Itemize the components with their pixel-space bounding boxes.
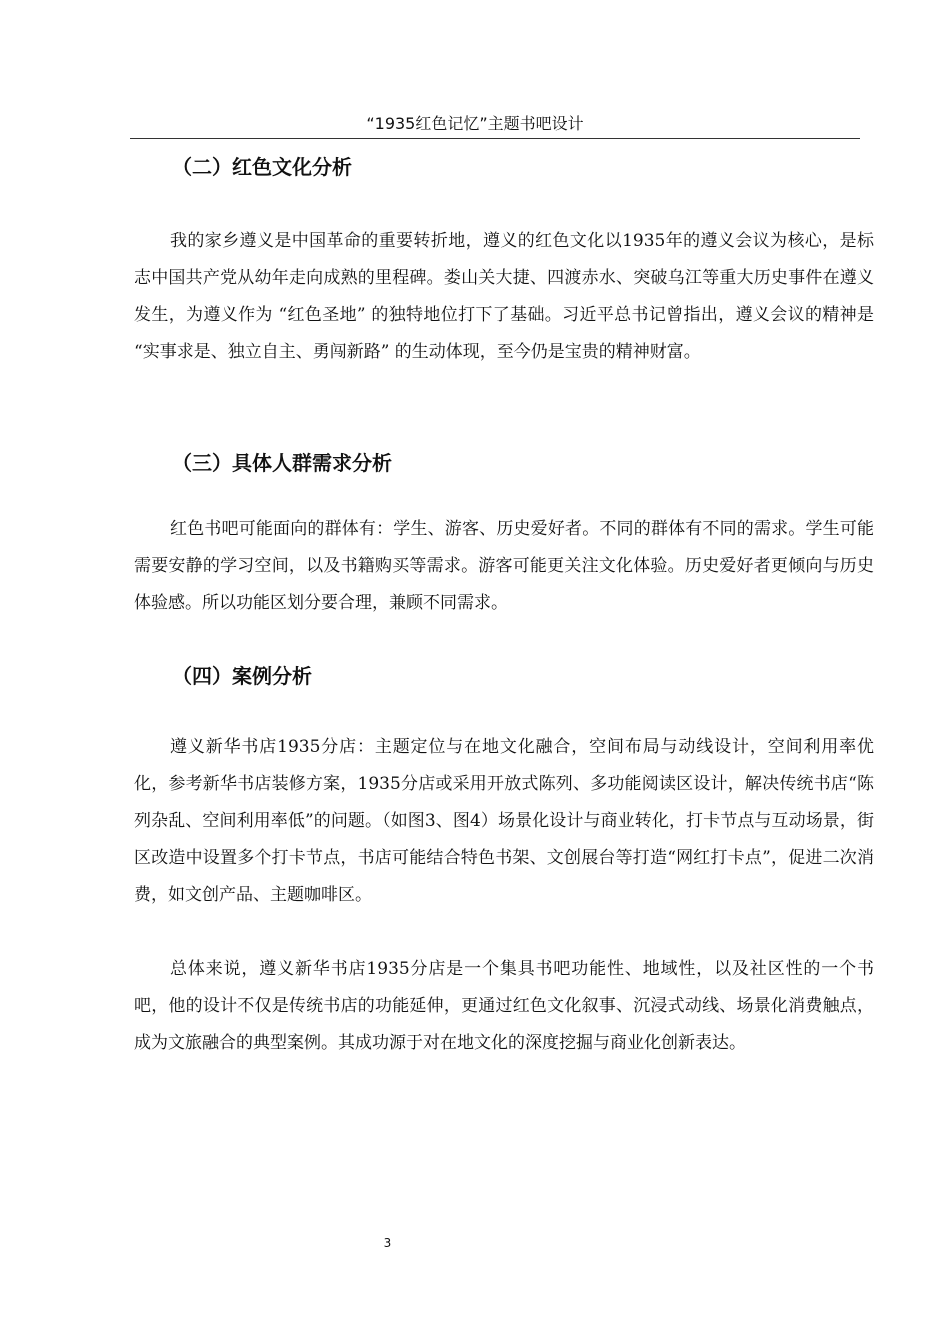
section-heading-audience: （三）具体人群需求分析 — [172, 451, 392, 475]
section-heading-red-culture: （二）红色文化分析 — [172, 155, 352, 179]
section-heading-case-study: （四）案例分析 — [172, 664, 312, 688]
paragraph-case-study-2: 总体来说，遵义新华书店1935分店是一个集具书吧功能性、地域性，以及社区性的一个书吧，他的设计不仅是传统书店的功能延伸，更通过红色文化叙事、沉浸式动线、场景化消费触点，成为文旅融合的典型案例。其成功源于对在地文化的深度挖掘与商业化创新表达。 — [134, 959, 874, 1053]
running-header-title: “1935红色记忆”主题书吧设计 — [366, 114, 584, 133]
paragraph-red-culture: 我的家乡遵义是中国革命的重要转折地，遵义的红色文化以1935年的遵义会议为核心，是标志中国共产党从幼年走向成熟的里程碑。娄山关大捷、四渡赤水、突破乌江等重大历史事件在遵义发生，为遵义作为 “红色圣地” 的独特地位打下了基础。习近平总书记曾指出，遵义会议的精神是 “实事求是、独立自主、勇闯新路” 的生动体现，至今仍是宝贵的精神财富。 — [134, 231, 874, 362]
paragraph-audience: 红色书吧可能面向的群体有：学生、游客、历史爱好者。不同的群体有不同的需求。学生可能需要安静的学习空间，以及书籍购买等需求。游客可能更关注文化体验。历史爱好者更倾向与历史体验感。所以功能区划分要合理，兼顾不同需求。 — [134, 519, 874, 613]
paragraph-case-study-1: 遵义新华书店1935分店：主题定位与在地文化融合，空间布局与动线设计，空间利用率优化，参考新华书店装修方案，1935分店或采用开放式陈列、多功能阅读区设计，解决传统书店“陈列杂乱、空间利用率低”的问题。（如图3、图4）场景化设计与商业转化，打卡节点与互动场景，街区改造中设置多个打卡节点，书店可能结合特色书架、文创展台等打造“网红打卡点”，促进二次消费，如文创产品、主题咖啡区。 — [134, 737, 874, 905]
page-number: 3 — [383, 1236, 392, 1250]
header-divider — [130, 138, 860, 139]
